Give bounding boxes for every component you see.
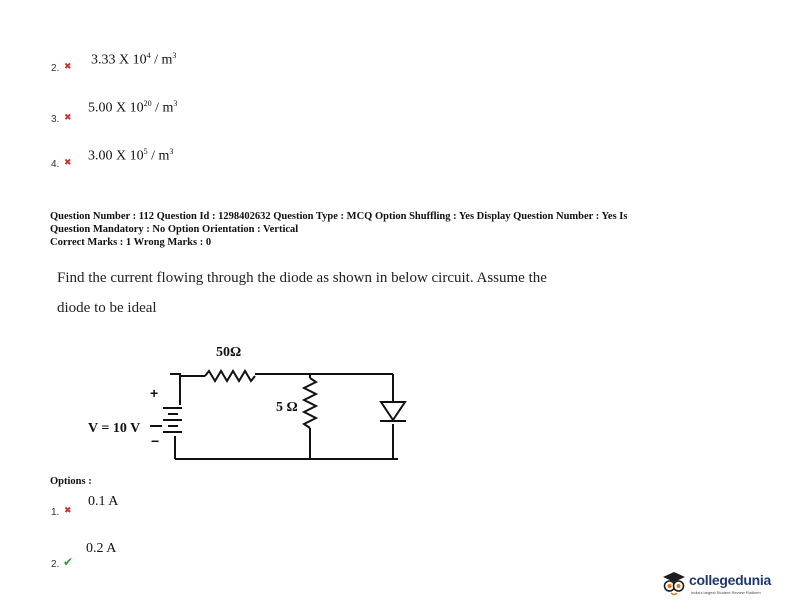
meta-line-1: Question Number : 112 Question Id : 1298402632 Question Type : MCQ Option Shuffling : Yes Display Question Number : Yes Is bbox=[50, 211, 628, 222]
collegedunia-logo bbox=[662, 569, 787, 605]
wrong-mark-icon: ✖ bbox=[64, 158, 72, 168]
wrong-mark-icon: ✖ bbox=[64, 113, 72, 123]
logo-tagline: India's largest Student Review Platform bbox=[691, 590, 761, 595]
meta-line-2: Question Mandatory : No Option Orientation : Vertical bbox=[50, 224, 299, 235]
logo-name: collegedunia bbox=[689, 572, 771, 588]
resistor-5-zigzag bbox=[304, 378, 316, 428]
graduation-owl-icon bbox=[662, 571, 686, 597]
resistor-50-zigzag bbox=[205, 371, 255, 381]
wrong-mark-icon: ✖ bbox=[64, 62, 72, 72]
option-text: 3.33 X $10^4 / m^3$ bbox=[91, 51, 177, 68]
question-line-2: diode to be ideal bbox=[57, 300, 157, 316]
correct-check-icon: ✔ bbox=[63, 555, 74, 569]
resistor-5-label: 5 Ω bbox=[276, 400, 298, 415]
option-number: 2. bbox=[51, 63, 60, 74]
diode-triangle bbox=[381, 402, 405, 420]
plus-sign: + bbox=[150, 385, 159, 401]
option-number: 3. bbox=[51, 114, 60, 125]
option-text: 0.2 A bbox=[86, 541, 117, 556]
option-text: 5.00 X $10^{20} / m^3$ bbox=[88, 99, 178, 116]
meta-line-3: Correct Marks : 1 Wrong Marks : 0 bbox=[50, 237, 212, 248]
question-line-1: Find the current flowing through the diode as shown in below circuit. Assume the bbox=[57, 270, 547, 286]
wrong-mark-icon: ✖ bbox=[64, 506, 72, 516]
options-label: Options : bbox=[50, 476, 92, 487]
option-number: 4. bbox=[51, 159, 60, 170]
option-text: 3.00 X $10^5 / m^3$ bbox=[88, 147, 174, 164]
resistor-50-label: 50Ω bbox=[216, 345, 242, 360]
top-wire-left bbox=[170, 374, 205, 376]
option-number: 2. bbox=[51, 559, 60, 570]
option-text: 0.1 A bbox=[88, 494, 119, 509]
source-voltage-label: V = 10 V bbox=[88, 421, 141, 436]
option-number: 1. bbox=[51, 507, 60, 518]
minus-sign: − bbox=[151, 433, 160, 449]
